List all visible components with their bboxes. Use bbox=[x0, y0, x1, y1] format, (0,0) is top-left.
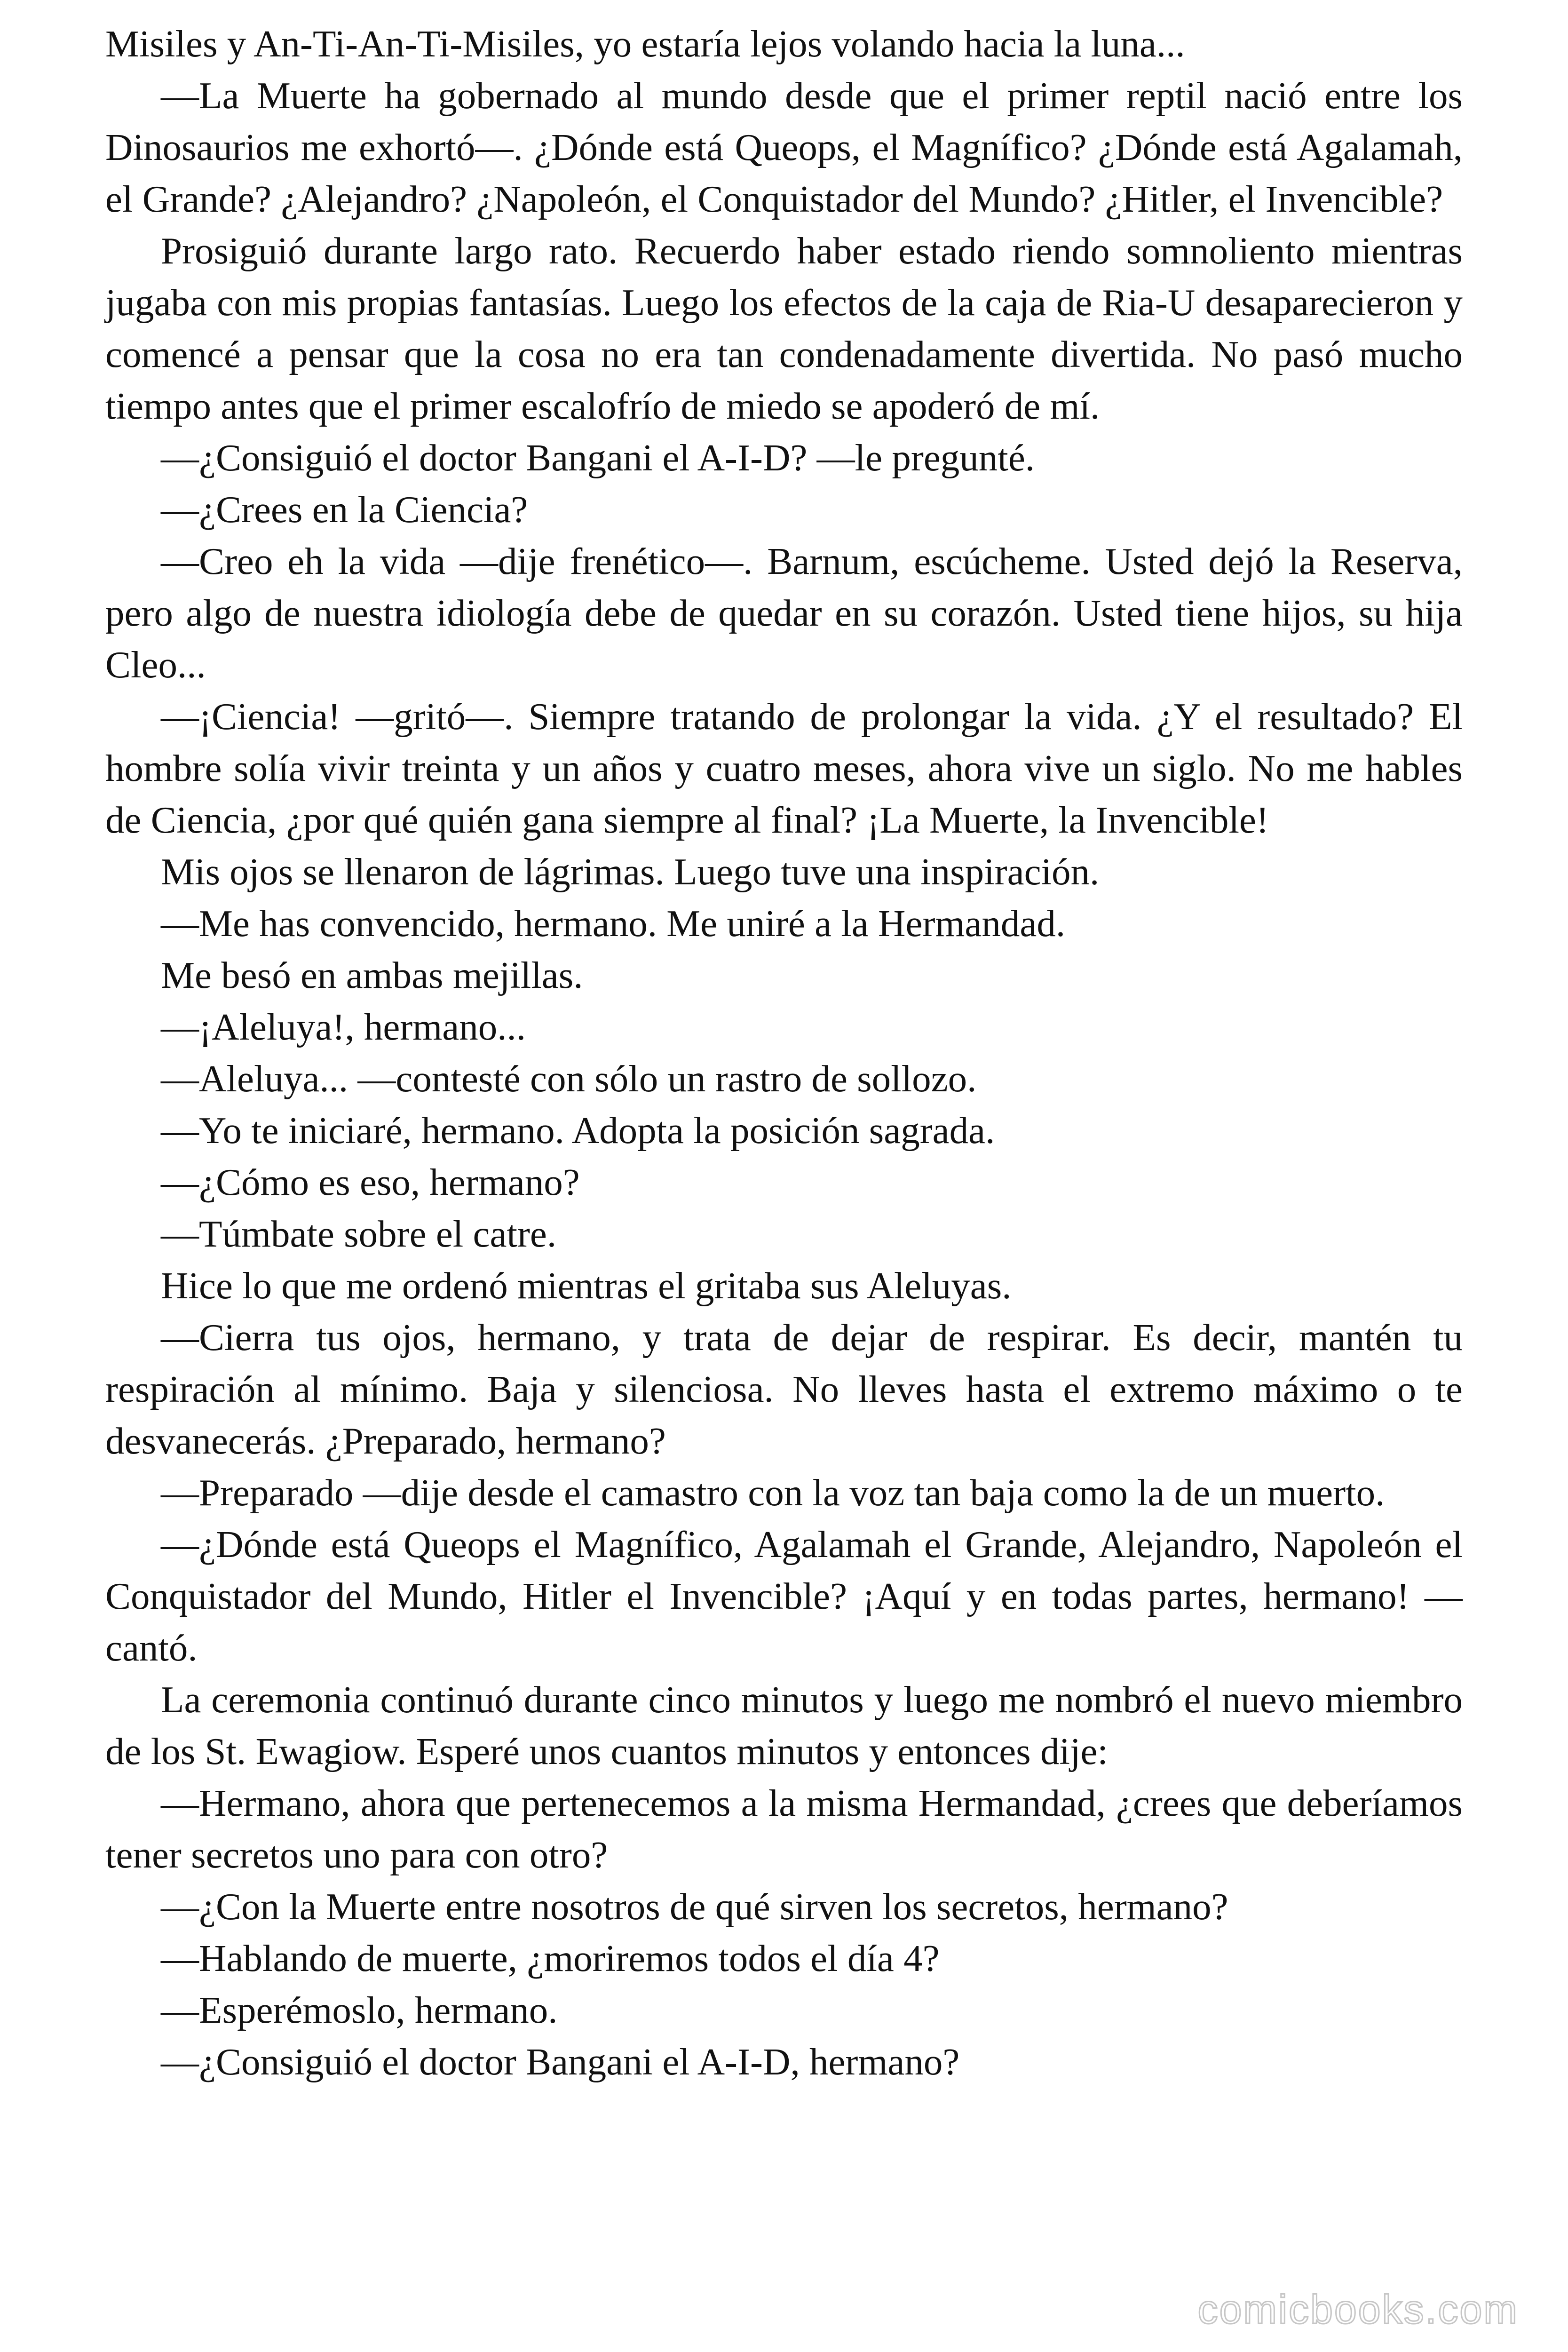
paragraph: —¿Con la Muerte entre nosotros de qué sirven los secretos, hermano? bbox=[161, 1885, 1228, 1928]
paragraph: —¿Cómo es eso, hermano? bbox=[161, 1161, 580, 1203]
paragraph: —¿Consiguió el doctor Bangani el A-I-D? —le pregunté. bbox=[161, 437, 1035, 479]
paragraph: —Aleluya... —contesté con sólo un rastro de sollozo. bbox=[161, 1057, 977, 1100]
paragraph: —¡Ciencia! —gritó—. Siempre tratando de prolongar la vida. ¿Y el resultado? El hombre solía vivir treinta y un años y cuatro meses, ahora vive un siglo. No me hables de Ciencia, ¿por qué quién gana siempre al final? ¡La Muerte, la Invencible! bbox=[105, 695, 1463, 841]
paragraph: —¿Crees en la Ciencia? bbox=[161, 488, 528, 531]
paragraph: Me besó en ambas mejillas. bbox=[161, 954, 583, 996]
paragraph: —Hablando de muerte, ¿moriremos todos el día 4? bbox=[161, 1937, 940, 1979]
paragraph: —Yo te iniciaré, hermano. Adopta la posición sagrada. bbox=[161, 1109, 995, 1152]
paragraph: —Creo eh la vida —dije frenético—. Barnum, escúcheme. Usted dejó la Reserva, pero algo de nuestra idiología debe de quedar en su corazón. Usted tiene hijos, su hija Cleo... bbox=[105, 540, 1463, 686]
site-watermark: comicbooks.com bbox=[1197, 2287, 1519, 2332]
body-text bbox=[105, 18, 1463, 2088]
paragraph: Hice lo que me ordenó mientras el gritaba sus Aleluyas. bbox=[161, 1264, 1012, 1307]
paragraph: —La Muerte ha gobernado al mundo desde que el primer reptil nació entre los Dinosaurios me exhortó—. ¿Dónde está Queops, el Magnífico? ¿Dónde está Agalamah, el Grande? ¿Alejandro? ¿Napoleón, el Conquistador del Mundo? ¿Hitler, el Invencible? bbox=[105, 74, 1463, 220]
paragraph: Prosiguió durante largo rato. Recuerdo haber estado riendo somnoliento mientras jugaba con mis propias fantasías. Luego los efectos de la caja de Ria-U desaparecieron y comencé a pensar que la cosa no era tan condenadamente divertida. No pasó mucho tiempo antes que el primer escalofrío de miedo se apoderó de mí. bbox=[105, 230, 1463, 427]
paragraph: —Preparado —dije desde el camastro con la voz tan baja como la de un muerto. bbox=[161, 1471, 1385, 1514]
paragraph: Misiles y An-Ti-An-Ti-Misiles, yo estaría lejos volando hacia la luna... bbox=[105, 23, 1185, 65]
paragraph: —Esperémoslo, hermano. bbox=[161, 1989, 558, 2031]
paragraph: Mis ojos se llenaron de lágrimas. Luego tuve una inspiración. bbox=[161, 850, 1100, 893]
paragraph: La ceremonia continuó durante cinco minutos y luego me nombró el nuevo miembro de los St. Ewagiow. Esperé unos cuantos minutos y entonces dije: bbox=[105, 1678, 1463, 1772]
paragraph: —¿Dónde está Queops el Magnífico, Agalamah el Grande, Alejandro, Napoleón el Conquistador del Mundo, Hitler el Invencible? ¡Aquí y en todas partes, hermano! —cantó. bbox=[105, 1523, 1463, 1669]
paragraph: —Hermano, ahora que pertenecemos a la misma Hermandad, ¿crees que deberíamos tener secretos uno para con otro? bbox=[105, 1782, 1463, 1876]
paragraph: —¿Consiguió el doctor Bangani el A-I-D, hermano? bbox=[161, 2041, 960, 2083]
paragraph: —Túmbate sobre el catre. bbox=[161, 1213, 557, 1255]
paragraph: —¡Aleluya!, hermano... bbox=[161, 1006, 526, 1048]
paragraph: —Me has convencido, hermano. Me uniré a la Hermandad. bbox=[161, 902, 1066, 945]
paragraph: —Cierra tus ojos, hermano, y trata de dejar de respirar. Es decir, mantén tu respiración al mínimo. Baja y silenciosa. No lleves hasta el extremo máximo o te desvanecerás. ¿Preparado, hermano? bbox=[105, 1316, 1463, 1462]
